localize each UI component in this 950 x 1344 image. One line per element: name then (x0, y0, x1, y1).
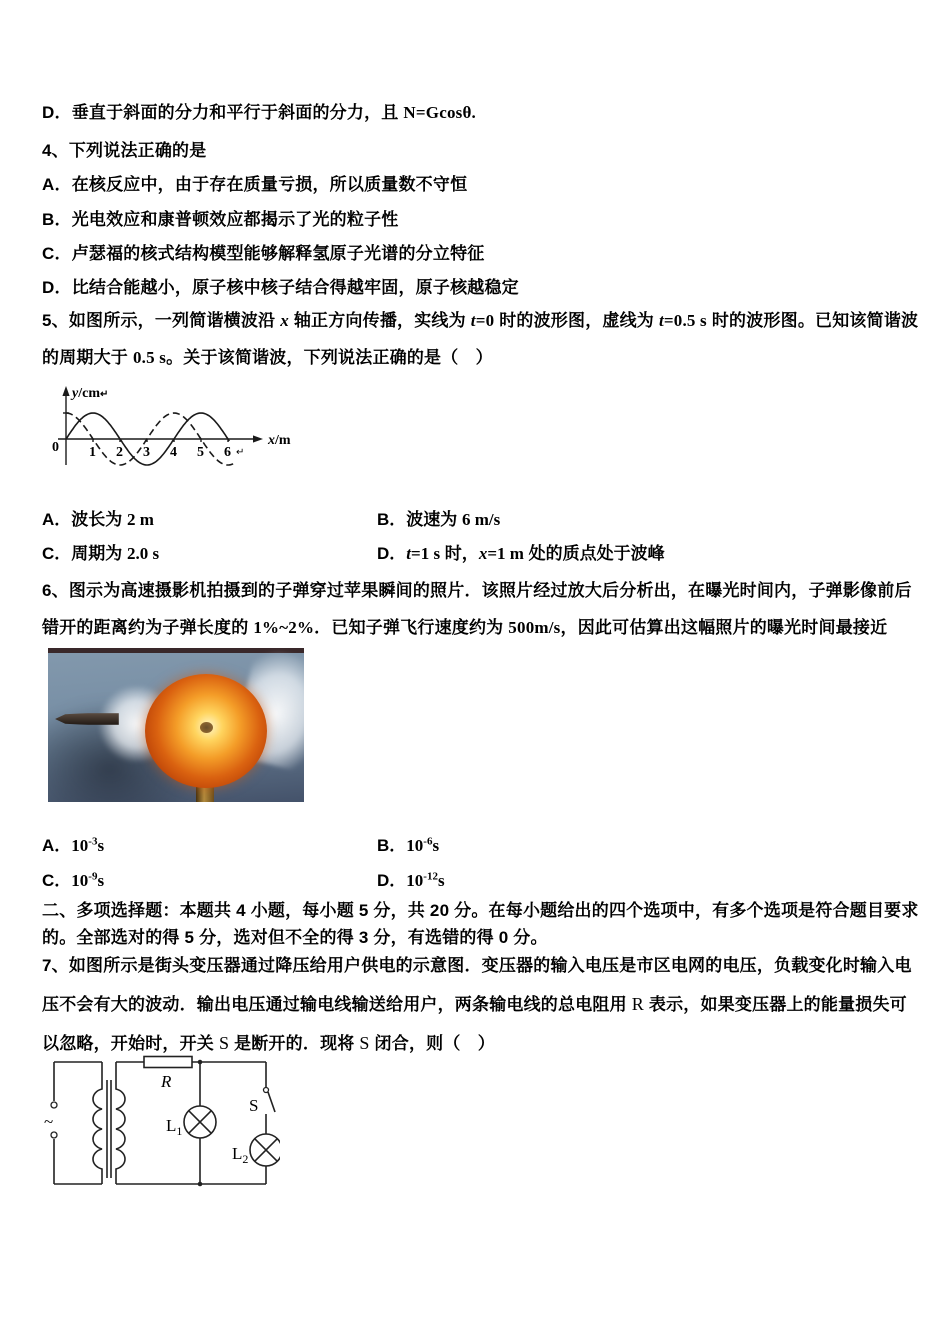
bullet-apple-photo (48, 648, 304, 802)
q4-stem: 4、下列说法正确的是 (42, 141, 207, 160)
q7-stem: 7、如图所示是街头变压器通过降压给用户供电的示意图．变压器的输入电压是市区电网的电压，负载变化时输入电压不会有大的波动．输出电压通过输电线输送给用户，两条输电线的总电阻用 R 表示，如果变压器上的能量损失可以忽略，开始时，开关 S 是断开的．现将 S 闭合，则（ ） (42, 956, 912, 1053)
section-2-header: 二、多项选择题：本题共 4 小题，每小题 5 分，共 20 分。在每小题给出的四个选项中，有多个选项是符合题目要求的。全部选对的得 5 分，选对但不全的得 3 分，有选错的得 0 分。 (42, 901, 919, 947)
x-tick-5: 5 (197, 445, 204, 460)
transformer-core (107, 1080, 111, 1178)
x-tick-3: 3 (143, 445, 150, 460)
lamp1-label: $L_1$ (166, 1116, 183, 1138)
q5-options-row-1 (42, 509, 924, 531)
q6-options-row-2 (42, 870, 924, 892)
switch-contact (264, 1088, 269, 1093)
ac-terminal-bottom (51, 1132, 57, 1138)
origin-label: 0 (52, 440, 59, 455)
y-axis-label: y/cm↵ (72, 386, 109, 401)
ac-source-symbol: ~ (44, 1112, 54, 1131)
lamp-l2-cross (255, 1139, 278, 1162)
primary-coil (93, 1062, 102, 1184)
y-axis-arrow (62, 386, 69, 396)
x-tick-4: 4 (170, 445, 177, 460)
q6-option-a: A．$10^{-3}s$ (42, 835, 105, 855)
switch-label: S (249, 1096, 259, 1115)
q6-options-row-1 (42, 835, 924, 857)
q4-option-a: A．在核反应中，由于存在质量亏损，所以质量数不守恒 (42, 175, 468, 194)
q5-stem: 5、如图所示，一列简谐横波沿 x 轴正方向传播，实线为 t=0 时的波形图，虚线为 t=0.5 s 时的波形图。已知该简谐波的周期大于 0.5 s。关于该简谐波，下列说法正确的是（ ） (42, 311, 919, 367)
q6-option-c: C．$10^{-9}s$ (42, 870, 105, 890)
q5-option-c: C．周期为 2.0 s (42, 544, 160, 563)
x-axis-label: x/m (268, 433, 291, 448)
q3-option-d (42, 102, 924, 124)
apple-core (200, 722, 213, 733)
option-text: 垂直于斜面的分力和平行于斜面的分力，且 (71, 103, 404, 122)
q4-option-b: B．光电效应和康普顿效应都揭示了光的粒子性 (42, 210, 399, 229)
transformer-circuit-figure (44, 1054, 280, 1196)
secondary-coil (116, 1062, 125, 1184)
lamp2-label: $L_2$ (232, 1144, 249, 1166)
q5-option-d: D．t=1 s 时，x=1 m 处的质点处于波峰 (377, 544, 665, 563)
resistor-r (144, 1057, 192, 1068)
return-mark: ↵ (236, 447, 245, 458)
x-tick-2: 2 (116, 445, 123, 460)
switch-s (268, 1092, 275, 1112)
q5-options-row-2 (42, 543, 924, 565)
resistor-label: R (161, 1072, 172, 1091)
q4-option-d: D．比结合能越小，原子核中核子结合得越牢固，原子核越稳定 (42, 278, 519, 297)
q4-option-c: C．卢瑟福的核式结构模型能够解释氢原子光谱的分立特征 (42, 244, 485, 263)
option-label: D． (42, 103, 72, 122)
lamp-l1-cross (189, 1111, 212, 1134)
q5-option-b: B．波速为 6 m/s (377, 510, 501, 529)
q5-option-a: A．波长为 2 m (42, 510, 154, 529)
formula: N=Gcosθ. (403, 103, 476, 122)
x-tick-1: 1 (89, 445, 96, 460)
ac-terminal-top (51, 1102, 57, 1108)
q6-stem: 6、图示为高速摄影机拍摄到的子弹穿过苹果瞬间的照片．该照片经过放大后分析出，在曝光时间内，子弹影像前后错开的距离约为子弹长度的 1%~2%．已知子弹飞行速度约为 500m/s，因此可估算出这幅照片的曝光时间最接近 (42, 581, 912, 637)
bullet (55, 713, 119, 725)
q6-option-b: B．$10^{-6}s$ (377, 835, 440, 855)
wave-figure (50, 383, 302, 495)
x-axis-arrow (253, 435, 263, 442)
x-tick-6: 6 (224, 445, 231, 460)
q6-option-d: D．$10^{-12}s$ (377, 870, 445, 890)
